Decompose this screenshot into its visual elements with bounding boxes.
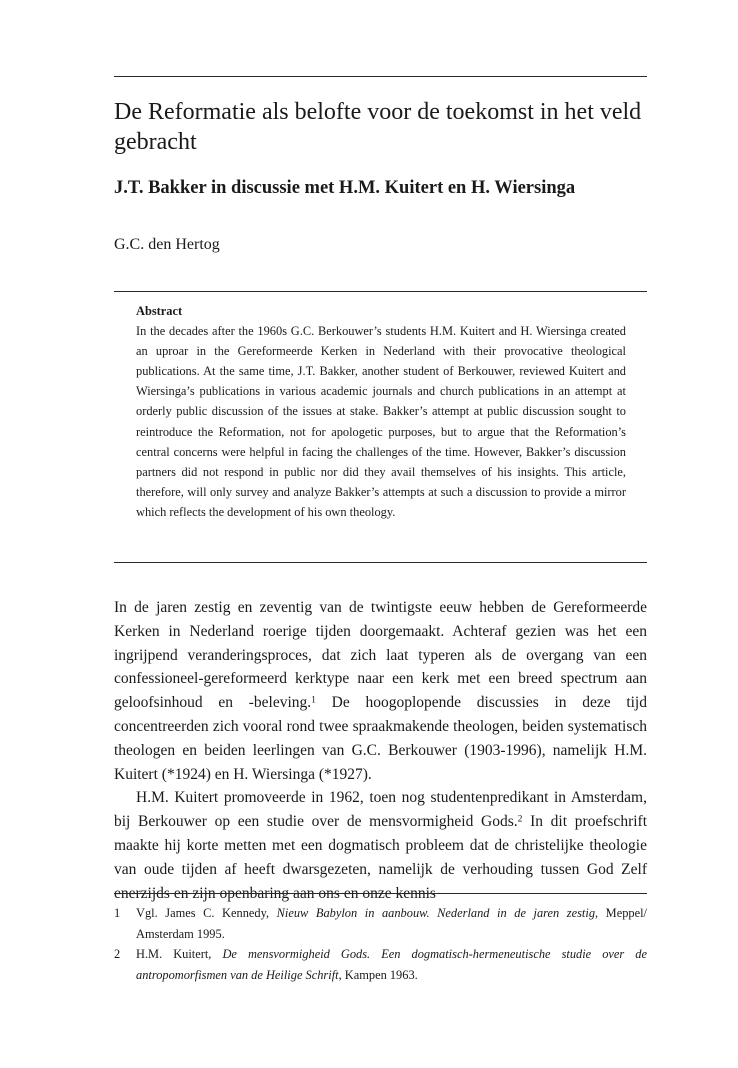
footnote-text-italic: De mensvormigheid Gods. Een dogmatisch-hermeneutische studie over de antropomorfismen van de Heilige Schrift — [136, 947, 647, 982]
footnote-text-pre: Vgl. James C. Kennedy, — [136, 906, 277, 920]
paragraph-1-text-b: De hoogoplopende discussies in deze tijd concentreerden zich vooral rond twee spraakmakende theologen, beiden systematisch theologen en beiden leerlingen van G.C. Berkouwer (1903-1996), namelijk H.M. Kuitert (*1924) en H. Wiersinga (*1927). — [114, 694, 647, 783]
footnote-text-post: , Meppel/ Amsterdam 1995. — [136, 906, 647, 941]
footnote-number: 1 — [114, 906, 121, 920]
footnote-text-italic: Nieuw Babylon in aanbouw. Nederland in de jaren zestig — [276, 906, 596, 920]
footnote-rule — [114, 893, 647, 894]
abstract-heading: Abstract — [136, 304, 183, 318]
paragraph-2 — [114, 786, 647, 905]
footnote-number: 2 — [114, 947, 121, 961]
footnote-ref-1: 1 — [311, 694, 316, 706]
abstract-top-rule — [114, 291, 647, 292]
article-subtitle: J.T. Bakker in discussie met H.M. Kuitert en H. Wiersinga — [114, 178, 576, 198]
footnotes — [114, 903, 647, 985]
footnote-2 — [114, 944, 647, 985]
body-text — [114, 596, 647, 905]
abstract — [136, 301, 626, 522]
abstract-text: In the decades after the 1960s G.C. Berkouwer’s students H.M. Kuitert and H. Wiersinga created an uproar in the Gereformeerde Kerken in Nederland with their provocative theological publications. At the same time, J.T. Bakker, another student of Berkouwer, reviewed Kuitert and Wiersinga’s publications in various academic journals and church publications in an attempt at orderly public discussion of the issues at stake. Bakker’s attempt at public discussion sought to reintroduce the Reformation, not for apologetic purposes, but to argue that the Reformation’s central concerns were helpful in facing the challenges of the time. However, Bakker’s discussion partners did not respond in public nor did they avail themselves of his insights. This article, therefore, will only survey and analyze Bakker’s attempts at such a discussion to provide a mirror which reflects the development of his own theology. — [136, 324, 626, 519]
footnote-ref-2: 2 — [517, 813, 523, 825]
top-rule — [114, 76, 647, 77]
paragraph-1-text-a: In de jaren zestig en zeventig van de twintigste eeuw hebben de Gereformeerde Kerken in Nederland roerige tijden doorgemaakt. Achteraf gezien was het een ingrijpend veranderingsproces, dat zich laat typeren als de overgang van een confessioneel-gereformeerd kerktype naar een kerk met een breed spectrum aan geloofsinhoud en -beleving. — [114, 599, 647, 712]
abstract-bottom-rule — [114, 562, 647, 563]
article-title: De Reformatie als belofte voor de toekomst in het veld gebracht — [114, 99, 642, 155]
paragraph-2-text-a: H.M. Kuitert promoveerde in 1962, toen nog studentenpredikant in Amsterdam, bij Berkouwer op een studie over de mensvormigheid Gods. — [114, 789, 647, 831]
footnote-text — [136, 903, 647, 944]
footnote-text-pre: H.M. Kuitert, — [136, 947, 223, 961]
footnote-text-post: , Kampen 1963. — [338, 967, 418, 982]
footnote-1 — [114, 903, 647, 944]
footnote-text — [136, 944, 647, 985]
paragraph-1 — [114, 596, 647, 786]
paragraph-2-text-b: In dit proefschrift maakte hij korte metten met een dogmatisch probleem dat de christelijke theologie van oude tijden af heeft dwarsgezeten, namelijk de verhouding tussen God Zelf enerzijds en zijn openbaring aan ons en onze kennis — [114, 813, 648, 902]
author-name: G.C. den Hertog — [114, 236, 220, 253]
